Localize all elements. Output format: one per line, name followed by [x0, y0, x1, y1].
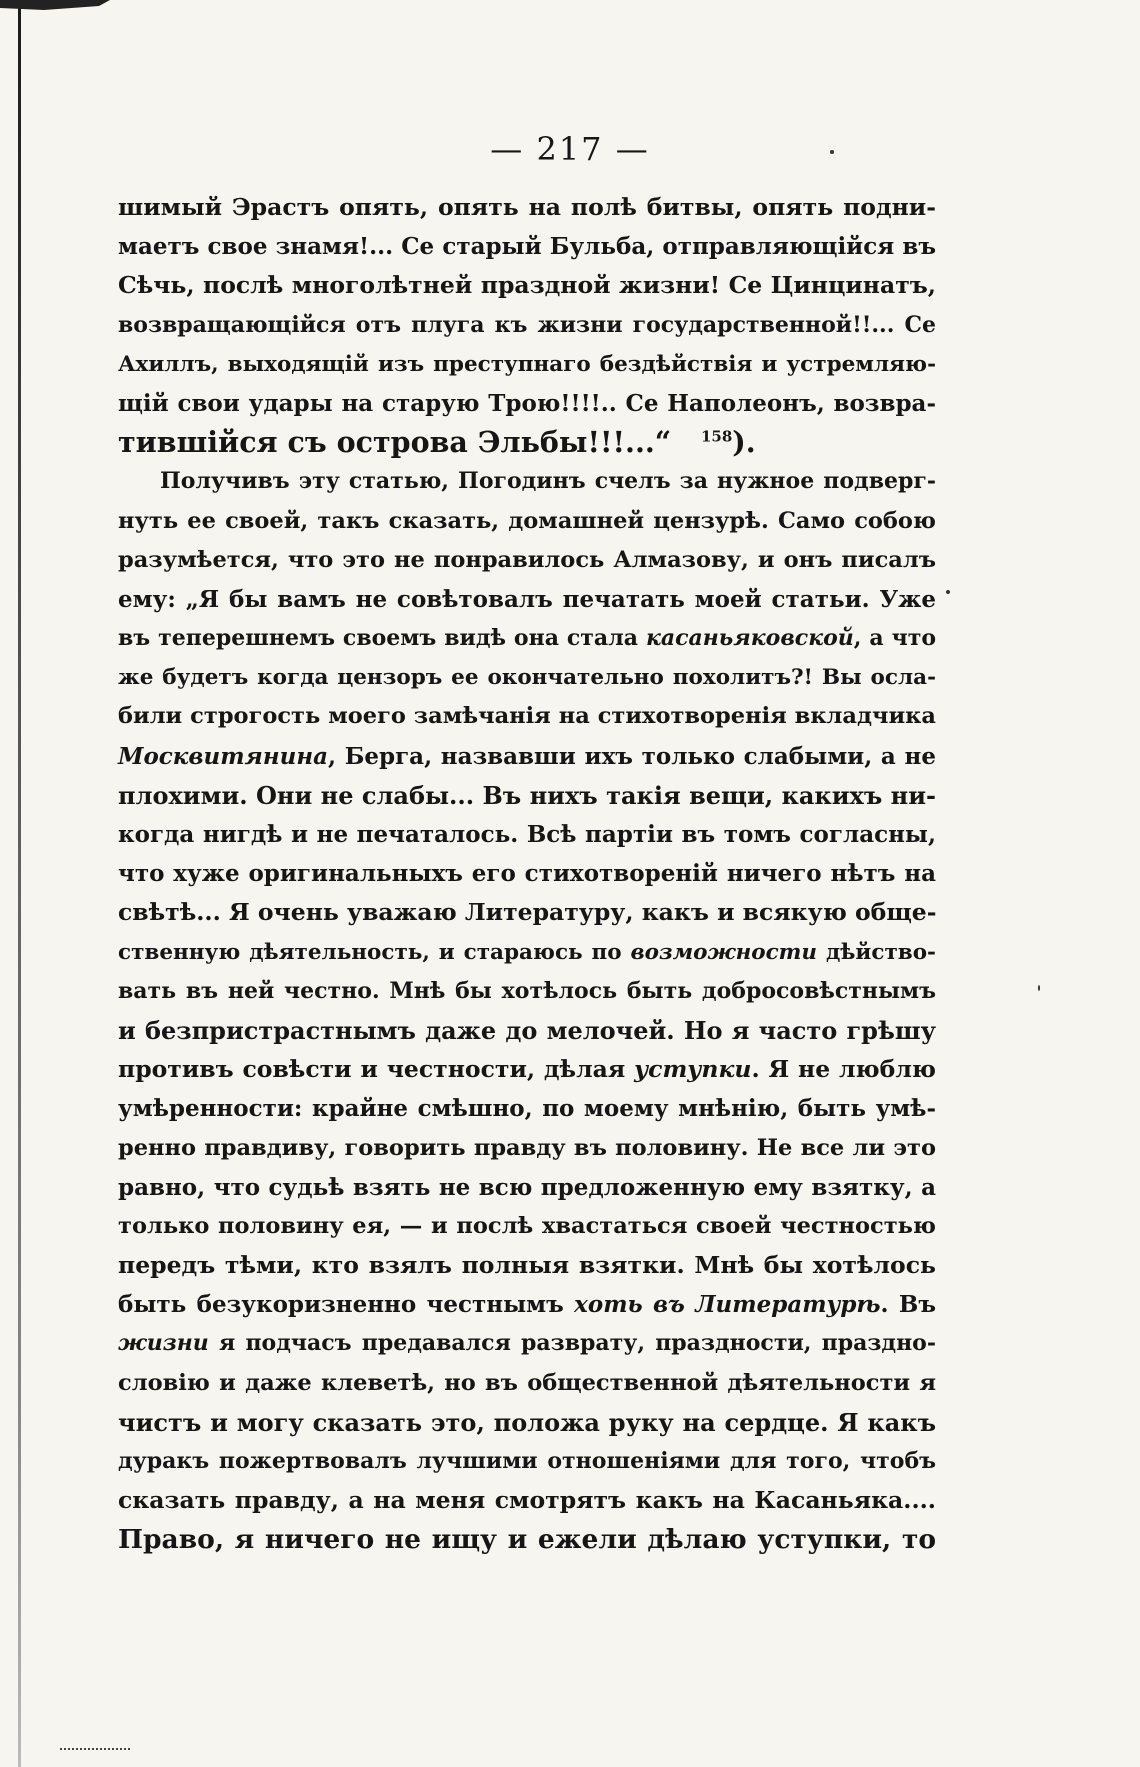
- text-line: [118, 619, 936, 658]
- text-line: только половину ея, — и послѣ хвастаться своей честностью: [118, 1212, 936, 1239]
- text-fragment: ).: [732, 425, 756, 460]
- text-line: щій свои удары на старую Трою!!!!.. Се Наполеонъ, возвра-: [118, 389, 936, 417]
- quote-end: тившійся съ острова Эльбы!!!...“: [118, 425, 672, 460]
- text-line: [118, 1285, 936, 1324]
- text-fragment: въ теперешнемъ своемъ видѣ она стала: [118, 625, 638, 652]
- text-line: возвращающійся отъ плуга къ жизни государственной!!... Се: [118, 311, 936, 338]
- text-fragment: противъ совѣсти и честности, дѣлая: [118, 1055, 626, 1084]
- text-line: [118, 933, 936, 972]
- scan-speck: [1038, 985, 1040, 991]
- text-line: Получивъ эту статью, Погодинъ счелъ за нужное подверг-: [160, 468, 936, 495]
- text-line: равно, что судьѣ взять не всю предложенную ему взятку, а: [118, 1173, 936, 1201]
- text-line: били строгость моего замѣчанія на стихотворенія вкладчика: [118, 703, 936, 730]
- text-line: словію и даже клеветѣ, но въ общественной дѣятельности я: [118, 1369, 936, 1396]
- italic-term: возможности: [630, 939, 818, 965]
- text-line: когда нигдѣ и не печаталось. Всѣ партіи въ томъ согласны,: [118, 821, 936, 848]
- italic-term: уступки: [634, 1055, 752, 1084]
- text-line: же будетъ когда цензоръ ее окончательно похолитъ?! Вы осла-: [118, 665, 936, 691]
- text-line: ренно правдиву, говорить правду въ половину. Не все ли это: [118, 1134, 936, 1161]
- text-line: плохими. Они не слабы... Въ нихъ такія вещи, какихъ ни-: [118, 780, 936, 810]
- italic-term: касаньяковской: [645, 625, 854, 652]
- text-fragment: я подчасъ предавался разврату, праздности, праздно-: [219, 1330, 936, 1357]
- italic-term: Москвитянина: [118, 742, 328, 770]
- text-fragment: дѣйство-: [825, 939, 936, 965]
- text-fragment: ственную дѣятельность, и стараюсь по: [118, 939, 622, 965]
- text-line: свѣтѣ... Я очень уважаю Литературу, какъ и всякую обще-: [118, 898, 937, 927]
- scan-speck: [946, 590, 950, 594]
- footnote-ref: 158: [700, 427, 733, 446]
- text-line: [118, 1324, 936, 1363]
- text-line: Сѣчь, послѣ многолѣтней праздной жизни! Се Цинцинатъ,: [118, 271, 936, 300]
- text-fragment: . Я не люблю: [751, 1055, 936, 1084]
- scan-top-edge: [0, 0, 110, 10]
- text-line: и безпристрастнымъ даже до мелочей. Но я часто грѣшу: [118, 1015, 936, 1045]
- text-line: шимый Эрастъ опять, опять на полѣ битвы, опять подни-: [118, 193, 936, 221]
- text-line: дуракъ пожертвовалъ лучшими отношеніями для того, чтобъ: [118, 1448, 936, 1474]
- text-line: чистъ и могу сказать это, положа руку на сердце. Я какъ: [118, 1407, 936, 1437]
- text-fragment: быть безукоризненно честнымъ: [118, 1291, 564, 1319]
- text-fragment: . Въ: [880, 1291, 936, 1319]
- italic-term: жизни: [118, 1330, 209, 1357]
- text-line: Право, я ничего не ищу и ежели дѣлаю уступки, то: [118, 1524, 936, 1556]
- text-line: Ахиллъ, выходящій изъ преступнаго бездѣйствія и устремляю-: [118, 351, 936, 377]
- text-fragment: , Берга, назвавши ихъ только слабыми, а не: [328, 742, 936, 770]
- text-line: умѣренности: крайне смѣшно, по моему мнѣнію, быть умѣ-: [118, 1095, 936, 1123]
- text-line: [118, 1050, 936, 1089]
- text-line: нуть ее своей, такъ сказать, домашней цензурѣ. Само собою: [118, 507, 936, 534]
- scan-left-edge: [18, 0, 21, 1767]
- italic-term: хоть въ Литературѣ: [574, 1291, 881, 1319]
- text-fragment: , а что: [853, 625, 937, 652]
- page-body: [118, 188, 936, 1560]
- text-line: передъ тѣми, кто взялъ полныя взятки. Мнѣ бы хотѣлось: [118, 1251, 936, 1280]
- text-line: [118, 423, 936, 462]
- text-line: вать въ ней честно. Мнѣ бы хотѣлось быть добросовѣстнымъ: [118, 977, 936, 1004]
- text-line: разумѣется, что это не понравилось Алмазову, и онъ писалъ: [118, 546, 936, 573]
- text-line: маетъ свое знамя!... Се старый Бульба, отправляющійся въ: [118, 233, 936, 261]
- text-line: что хуже оригинальныхъ его стихотвореній ничего нѣтъ на: [118, 860, 936, 888]
- scan-bottom-edge: [60, 1748, 130, 1753]
- text-line: [118, 737, 936, 776]
- text-line: сказать правду, а на меня смотрятъ какъ на Касаньяка....: [118, 1486, 936, 1515]
- page-number: — 217 —: [490, 130, 650, 168]
- text-line: ему: „Я бы вамъ не совѣтовалъ печатать моей статьи. Уже: [118, 585, 936, 613]
